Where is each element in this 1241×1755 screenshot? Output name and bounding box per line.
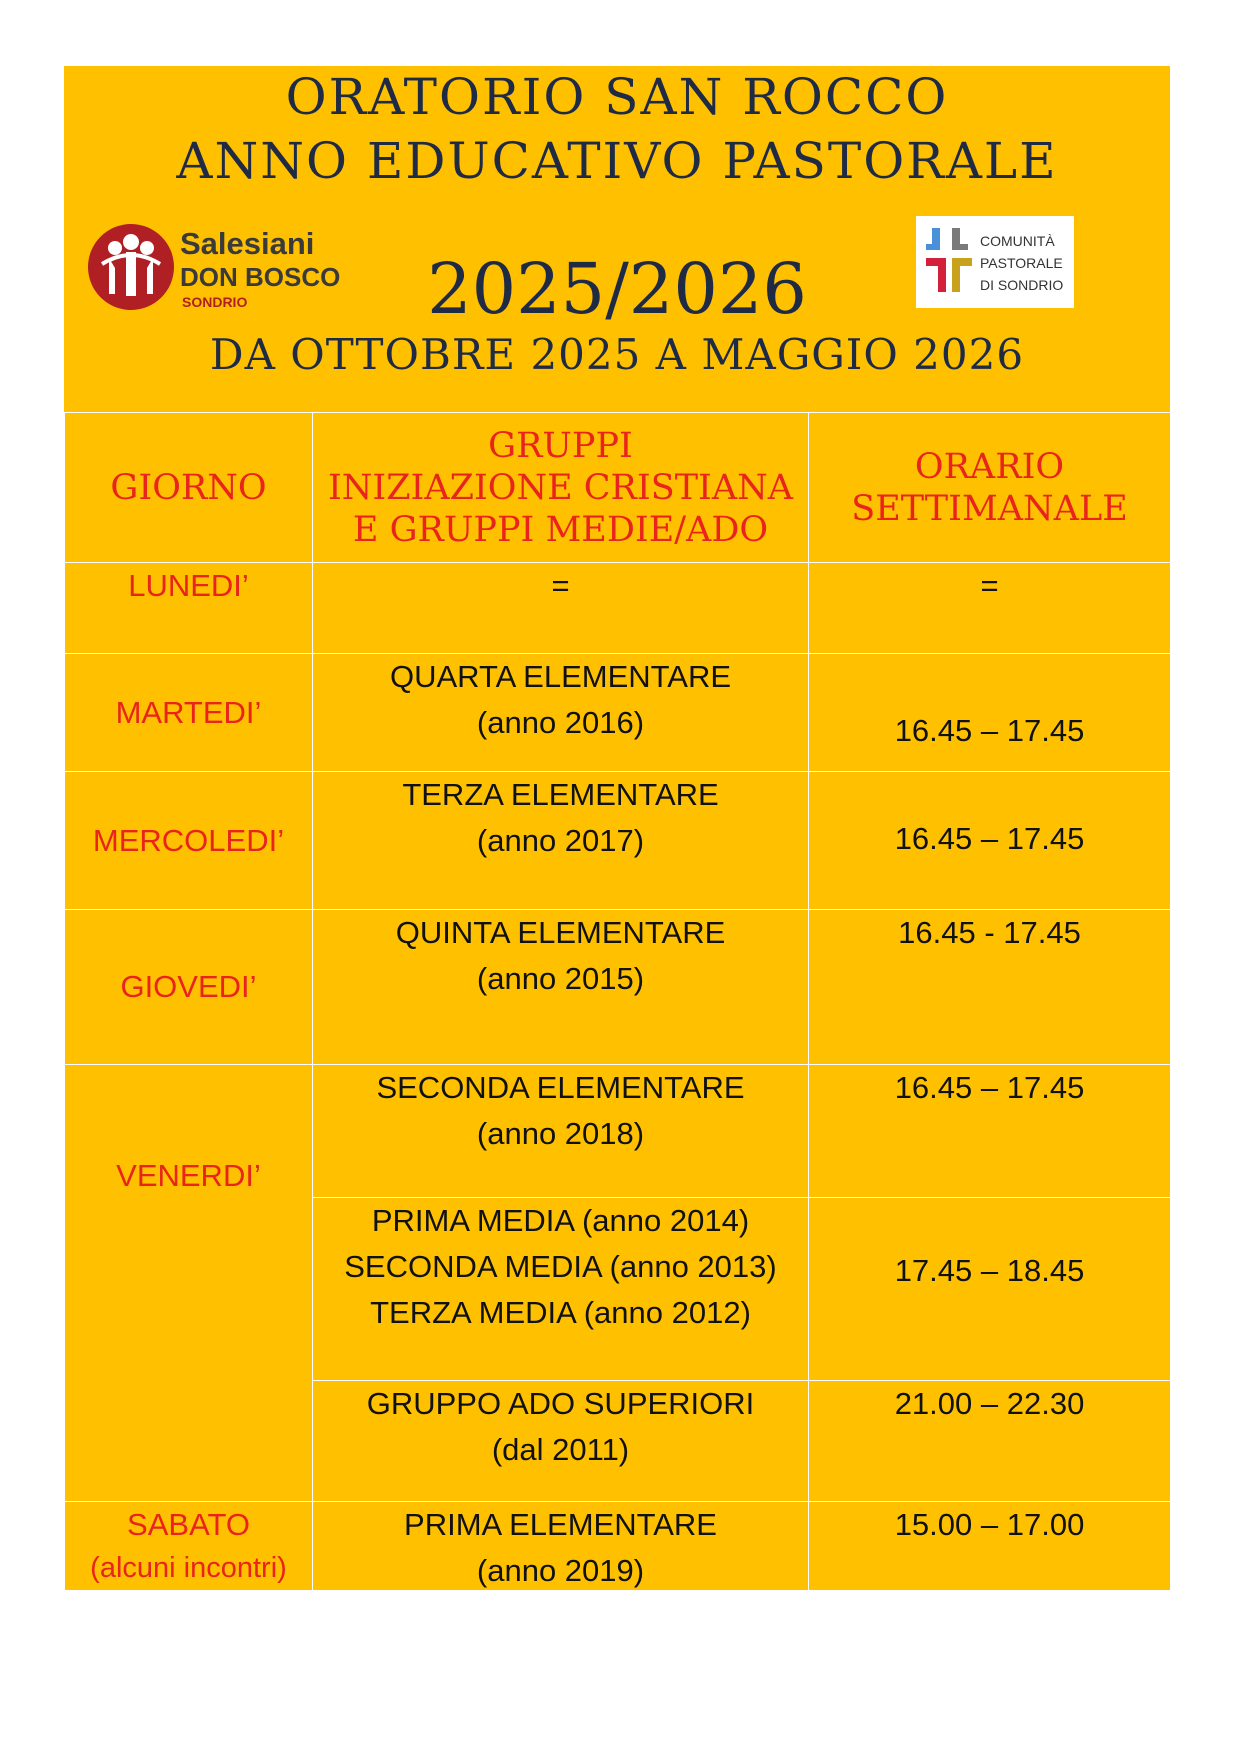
group-giovedi-name: QUINTA ELEMENTARE xyxy=(395,915,726,950)
header-group xyxy=(313,413,809,563)
time-martedi-value: 16.45 – 17.45 xyxy=(894,712,1085,748)
group-sabato xyxy=(313,1502,809,1595)
group-martedi-year: (anno 2016) xyxy=(476,705,645,740)
header-time-line1: ORARIO xyxy=(914,446,1065,487)
sondrio-logo-text: SONDRIO xyxy=(182,294,248,310)
group-sabato-year: (anno 2019) xyxy=(476,1553,645,1588)
title-line2: ANNO EDUCATIVO PASTORALE xyxy=(176,132,1058,190)
group-venerdi-2-line2: SECONDA MEDIA (anno 2013) xyxy=(344,1249,777,1284)
header-day: GIORNO xyxy=(65,413,313,563)
group-mercoledi-year: (anno 2017) xyxy=(476,823,645,858)
header-time-line2: SETTIMANALE xyxy=(851,488,1128,529)
group-venerdi-1-year: (anno 2018) xyxy=(476,1116,645,1151)
time-venerdi-2: 17.45 – 18.45 xyxy=(809,1198,1171,1381)
comunita-line1: COMUNITÀ xyxy=(980,233,1055,249)
header xyxy=(64,66,1170,412)
period: DA OTTOBRE 2025 A MAGGIO 2026 xyxy=(209,330,1025,379)
day-mercoledi: MERCOLEDI’ xyxy=(65,772,313,910)
group-venerdi-2-line3: TERZA MEDIA (anno 2012) xyxy=(370,1295,751,1330)
group-sabato-name: PRIMA ELEMENTARE xyxy=(404,1507,717,1542)
table-row-venerdi-1 xyxy=(65,1065,1171,1198)
day-lunedi: LUNEDI’ xyxy=(65,563,313,654)
group-venerdi-3-name: GRUPPO ADO SUPERIORI xyxy=(366,1386,755,1421)
group-giovedi xyxy=(313,910,809,1065)
time-sabato: 15.00 – 17.00 xyxy=(809,1502,1171,1595)
year: 2025/2026 xyxy=(427,248,807,330)
group-lunedi: = xyxy=(313,563,809,654)
table-row-mercoledi xyxy=(65,772,1171,910)
comunita-logo-text xyxy=(980,230,1063,296)
group-giovedi-year: (anno 2015) xyxy=(476,961,645,996)
time-martedi xyxy=(809,654,1171,772)
comunita-pastorale-logo xyxy=(916,216,1074,308)
day-giovedi: GIOVEDI’ xyxy=(65,910,313,1065)
group-venerdi-3-year: (dal 2011) xyxy=(491,1432,630,1467)
day-martedi: MARTEDI’ xyxy=(65,654,313,772)
day-venerdi: VENERDI’ xyxy=(65,1065,313,1502)
poster xyxy=(64,66,1170,1590)
group-venerdi-2-line1: PRIMA MEDIA (anno 2014) xyxy=(371,1203,750,1238)
time-mercoledi: 16.45 – 17.45 xyxy=(809,772,1171,910)
time-venerdi-3: 21.00 – 22.30 xyxy=(809,1381,1171,1502)
day-sabato-name: SABATO xyxy=(127,1507,250,1542)
group-mercoledi xyxy=(313,772,809,910)
schedule-table xyxy=(64,412,1171,1595)
day-sabato xyxy=(65,1502,313,1595)
header-time xyxy=(809,413,1171,563)
time-venerdi-1: 16.45 – 17.45 xyxy=(809,1065,1171,1198)
comunita-cross-icon xyxy=(924,226,976,298)
table-row-giovedi xyxy=(65,910,1171,1065)
group-martedi xyxy=(313,654,809,772)
comunita-line3: DI SONDRIO xyxy=(980,277,1064,293)
group-venerdi-1-name: SECONDA ELEMENTARE xyxy=(376,1070,745,1105)
header-group-line3: E GRUPPI MEDIE/ADO xyxy=(352,509,769,550)
don-bosco-logo-text: DON BOSCO xyxy=(180,262,341,292)
table-header-row xyxy=(65,413,1171,563)
table-row-sabato xyxy=(65,1502,1171,1595)
time-giovedi: 16.45 - 17.45 xyxy=(809,910,1171,1065)
table-row-lunedi xyxy=(65,563,1171,654)
group-venerdi-1 xyxy=(313,1065,809,1198)
group-venerdi-2 xyxy=(313,1198,809,1381)
group-venerdi-3 xyxy=(313,1381,809,1502)
time-lunedi: = xyxy=(809,563,1171,654)
title-line1: ORATORIO SAN ROCCO xyxy=(285,68,949,126)
group-martedi-name: QUARTA ELEMENTARE xyxy=(389,659,732,694)
header-group-line1: GRUPPI xyxy=(488,425,633,466)
group-mercoledi-name: TERZA ELEMENTARE xyxy=(402,777,719,812)
table-row-martedi xyxy=(65,654,1171,772)
header-group-line2: INIZIAZIONE CRISTIANA xyxy=(327,467,794,508)
day-sabato-note: (alcuni incontri) xyxy=(90,1552,287,1584)
comunita-line2: PASTORALE xyxy=(980,255,1063,271)
salesiani-logo-text: Salesiani xyxy=(180,226,315,261)
